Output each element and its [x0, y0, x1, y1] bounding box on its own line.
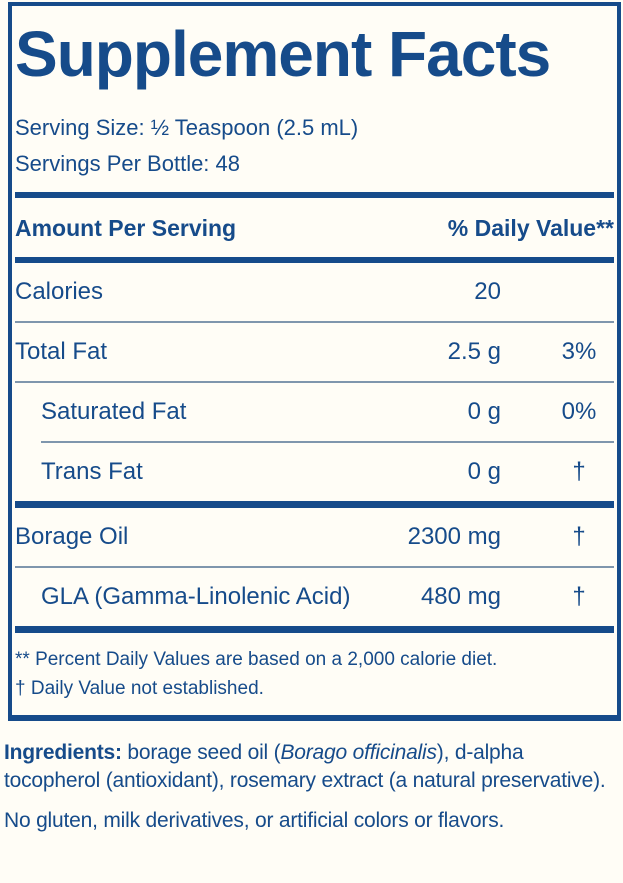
ingredients-paragraph: [4, 739, 621, 795]
footnotes: [15, 633, 614, 715]
serving-info: [15, 110, 614, 182]
nutrient-amount: 0 g: [467, 398, 501, 425]
footnote-dagger: † Daily Value not established.: [15, 678, 264, 699]
nutrient-name: Trans Fat: [41, 458, 143, 485]
table-header-row: [15, 198, 614, 257]
divider-thick-mid: [15, 501, 614, 508]
allergen-statement: No gluten, milk derivatives, or artificial colors or flavors.: [4, 809, 505, 832]
nutrient-name: Calories: [15, 278, 104, 305]
ingredients-label: Ingredients:: [4, 741, 122, 764]
nutrient-dagger: †: [572, 458, 586, 485]
serving-size-line: Serving Size: ½ Teaspoon (2.5 mL): [15, 115, 359, 140]
nutrient-dagger: †: [572, 583, 586, 610]
nutrient-amount: 20: [474, 278, 501, 305]
table-row-gla: [15, 568, 614, 626]
nutrient-name: Borage Oil: [15, 523, 129, 550]
nutrient-amount: 2300 mg: [407, 523, 501, 550]
nutrient-name: GLA (Gamma-Linolenic Acid): [41, 583, 351, 610]
nutrient-amount: 0 g: [467, 458, 501, 485]
footnote-daily-values: ** Percent Daily Values are based on a 2,000 calorie diet.: [15, 649, 498, 670]
ingredients-latin-name: Borago officinalis: [280, 741, 437, 764]
table-row-calories: [15, 263, 614, 321]
table-row-saturated-fat: [15, 383, 614, 441]
panel-title: Supplement Facts: [15, 18, 551, 90]
nutrient-amount: 2.5 g: [447, 338, 501, 365]
divider-thick-bottom: [15, 626, 614, 633]
supplement-facts-panel: [8, 2, 621, 721]
nutrient-dv: 3%: [561, 338, 597, 365]
nutrient-name: Saturated Fat: [41, 398, 187, 425]
daily-value-header: % Daily Value**: [447, 215, 614, 241]
nutrient-name: Total Fat: [15, 338, 108, 365]
nutrient-amount: 480 mg: [420, 583, 501, 610]
nutrient-dagger: †: [572, 523, 586, 550]
ingredients-text: borage seed oil (: [121, 741, 281, 764]
table-row-total-fat: [15, 323, 614, 381]
table-row-trans-fat: [15, 443, 614, 501]
table-row-borage-oil: [15, 508, 614, 566]
nutrient-dv: 0%: [561, 398, 597, 425]
ingredients-text-continued: ), d-alpha tocopherol (antioxidant), rosemary extract (a natural preservative).: [4, 741, 606, 792]
amount-per-serving-header: Amount Per Serving: [15, 215, 237, 241]
servings-per-bottle-line: Servings Per Bottle: 48: [15, 151, 241, 176]
